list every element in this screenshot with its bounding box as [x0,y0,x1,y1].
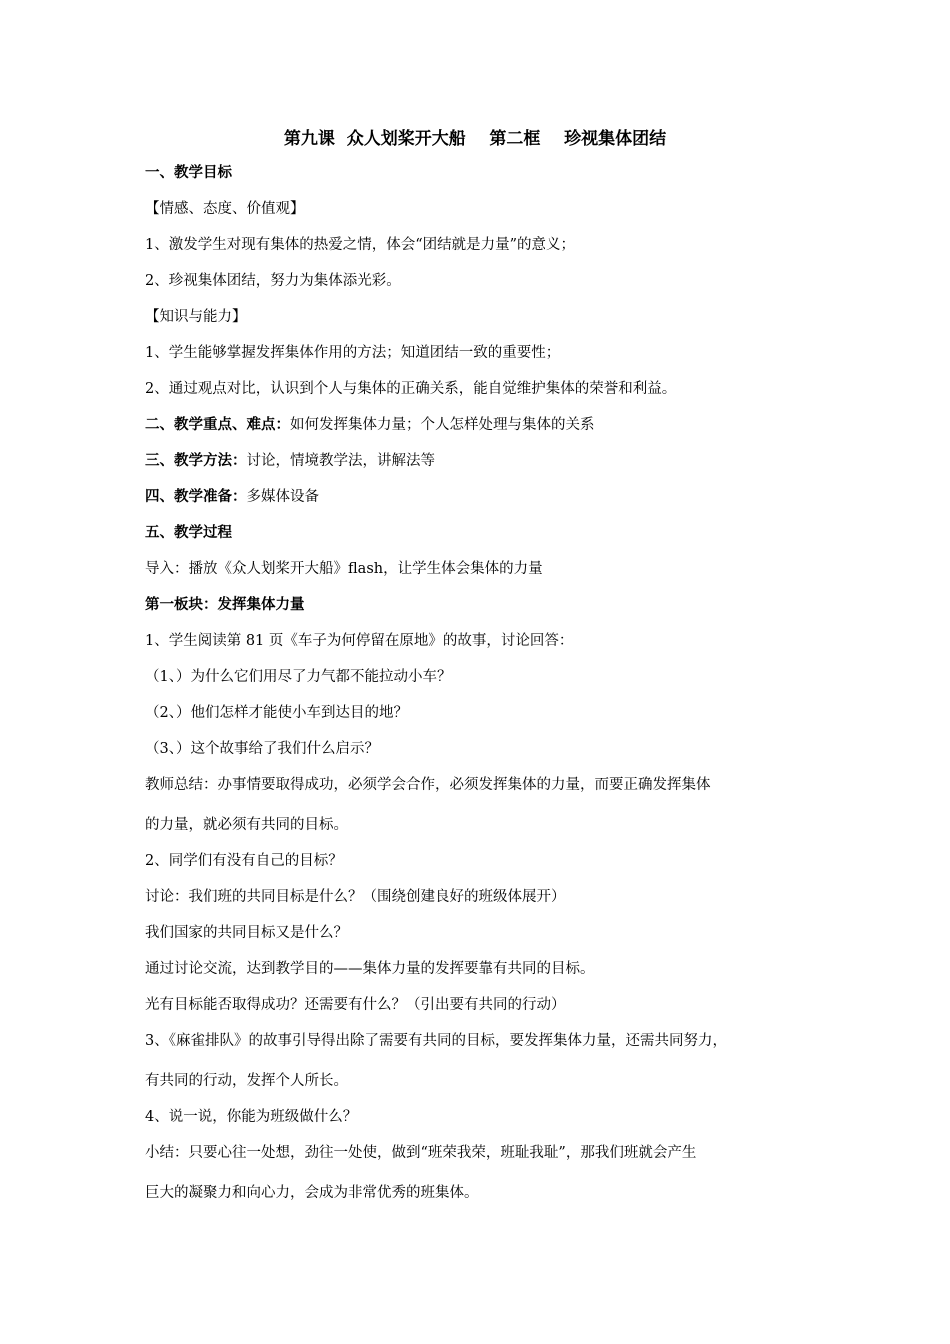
discussion-line: 讨论：我们班的共同目标是什么？（围绕创建良好的班级体展开） [145,889,566,905]
preparation-label: 四、教学准备： [145,489,247,505]
section-preparation [145,487,319,507]
item-3-line-2: 有共同的行动，发挥个人所长。 [145,1073,348,1089]
block1-heading: 第一板块：发挥集体力量 [145,597,305,613]
question-2: （2、）他们怎样才能使小车到达目的地？ [145,705,408,721]
item-1: 1、学生阅读第 81 页《车子为何停留在原地》的故事，讨论回答： [145,633,574,649]
question-1: （1、）为什么它们用尽了力气都不能拉动小车？ [145,669,452,685]
subheading-knowledge: 【知识与能力】 [145,309,247,325]
nation-goal-line: 我们国家的共同目标又是什么？ [145,925,348,941]
teaching-goal-line: 通过讨论交流，达到教学目的——集体力量的发挥要靠有共同的目标。 [145,961,595,977]
document-title: 第九课 众人划桨开大船 第二框 珍视集体团结 [283,129,667,149]
section-heading-process: 五、教学过程 [145,525,232,541]
key-points-label: 二、教学重点、难点： [145,417,290,433]
objective-knowledge-2: 2、通过观点对比，认识到个人与集体的正确关系，能自觉维护集体的荣誉和利益。 [145,381,677,397]
methods-label: 三、教学方法： [145,453,247,469]
item-2: 2、同学们有没有自己的目标？ [145,853,343,869]
teacher-summary-line-1: 教师总结：办事情要取得成功，必须学会合作，必须发挥集体的力量，而要正确发挥集体 [145,777,711,793]
question-3: （3、）这个故事给了我们什么启示？ [145,741,379,757]
summary-line-2: 巨大的凝聚力和向心力，会成为非常优秀的班集体。 [145,1185,479,1201]
intro-line: 导入：播放《众人划桨开大船》flash，让学生体会集体的力量 [145,561,543,577]
key-points-text: 如何发挥集体力量；个人怎样处理与集体的关系 [290,417,595,433]
action-question-line: 光有目标能否取得成功？还需要有什么？（引出要有共同的行动） [145,997,566,1013]
item-3-line-1: 3、《麻雀排队》的故事引导得出除了需要有共同的目标，要发挥集体力量，还需共同努力， [145,1033,727,1049]
summary-line-1: 小结：只要心往一处想，劲往一处使，做到“班荣我荣，班耻我耻”，那我们班就会产生 [145,1145,697,1161]
objective-emotion-2: 2、珍视集体团结，努力为集体添光彩。 [145,273,401,289]
objective-emotion-1: 1、激发学生对现有集体的热爱之情，体会“团结就是力量”的意义； [145,237,576,253]
section-methods [145,451,435,471]
preparation-text: 多媒体设备 [246,489,319,505]
item-4: 4、说一说，你能为班级做什么？ [145,1109,358,1125]
section-heading-objectives: 一、教学目标 [145,165,232,181]
section-key-points [145,415,595,435]
objective-knowledge-1: 1、学生能够掌握发挥集体作用的方法；知道团结一致的重要性； [145,345,561,361]
teacher-summary-line-2: 的力量，就必须有共同的目标。 [145,817,348,833]
methods-text: 讨论，情境教学法，讲解法等 [246,453,435,469]
subheading-emotion: 【情感、态度、价值观】 [145,201,305,217]
